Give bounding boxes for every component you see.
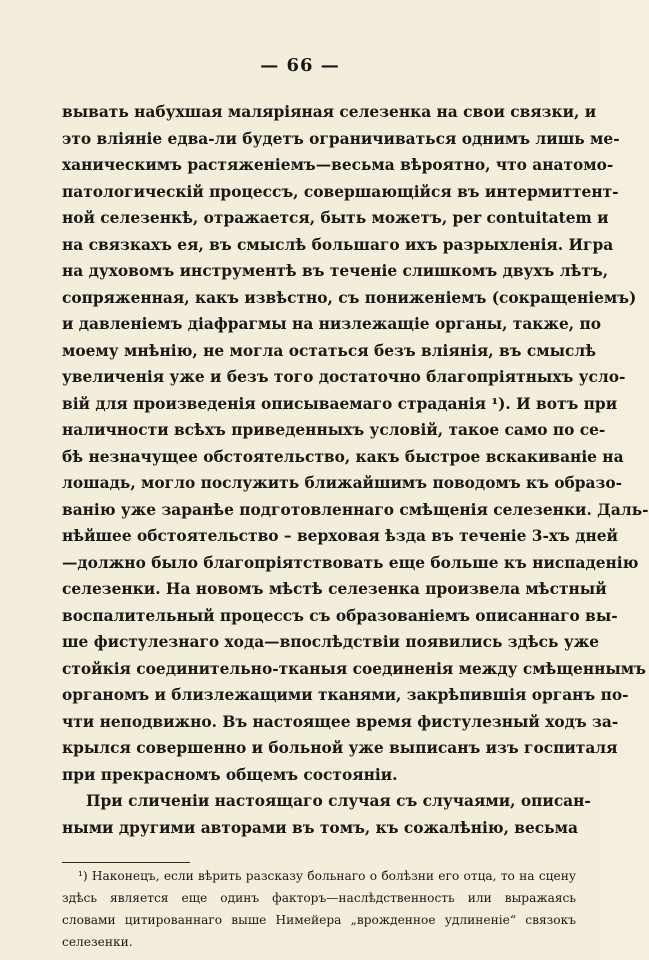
body-text [62, 99, 649, 841]
text-line: патологическій процессъ, совершающійся въ интермиттент- [62, 182, 619, 201]
footnote-line: селезенки. [62, 935, 133, 949]
text-line: вій для произведенія описываемаго страданія ¹). И вотъ при [62, 394, 618, 413]
text-line: лошадь, могло послужить ближайшимъ поводомъ къ образо- [62, 474, 623, 492]
text-line: это вліяніе едва-ли будетъ ограничиваться однимъ лишь ме- [62, 129, 620, 148]
footnote-line: ¹) Наконецъ, если вѣрить разсказу больнаго о болѣзни его отца, то на сцену [78, 869, 576, 883]
footnote-line: словами цитированнаго выше Нимейера „врожденное удлиненіе“ связокъ [62, 913, 576, 927]
text-line: наличности всѣхъ приведенныхъ условій, такое само по се- [62, 421, 606, 439]
footnote-line: здѣсь является еще одинъ факторъ—наслѣдственность или выражаясь [62, 891, 576, 905]
text-line: воспалительный процессъ съ образованіемъ описаннаго вы- [62, 606, 618, 625]
paragraph-end-line: при прекрасномъ общемъ состояніи. [62, 765, 398, 784]
text-line: крылся совершенно и больной уже выписанъ изъ госпиталя [62, 739, 618, 757]
footnote-divider [62, 862, 190, 863]
text-line: ными другими авторами въ томъ, къ сожалѣнію, весьма [62, 818, 578, 837]
text-line: увеличенія уже и безъ того достаточно благопріятныхъ усло- [62, 368, 626, 386]
page-number: — 66 — [260, 55, 340, 76]
text-line: сопряженная, какъ извѣстно, съ пониженіемъ (сокращеніемъ) [62, 288, 637, 307]
footnote [62, 865, 576, 953]
text-line: ханическимъ растяженіемъ—весьма вѣроятно, что анатомо- [62, 156, 614, 174]
text-line: моему мнѣнію, не могла остаться безъ вліянія, въ смыслѣ [62, 341, 597, 360]
text-line: ванію уже заранѣе подготовленнаго смѣщенія селезенки. Даль- [62, 500, 649, 519]
text-line: на связкахъ ея, въ смыслѣ большаго ихъ разрыхленія. Игра [62, 235, 614, 254]
text-line: ной селезенкѣ, отражается, быть можетъ, per contuitatem и [62, 209, 609, 227]
paragraph-start-line: При сличеніи настоящаго случая съ случаями, описан- [86, 792, 591, 810]
text-line: —должно было благопріятствовать еще больше къ ниспаденію [62, 553, 639, 572]
text-line: бѣ незначущее обстоятельство, какъ быстрое вскакиваніе на [62, 447, 624, 466]
text-line: органомъ и близлежащими тканями, закрѣпившія органъ по- [62, 686, 629, 704]
text-line: нѣйшее обстоятельство – верховая ѣзда въ теченіе 3-хъ дней [62, 527, 618, 545]
text-line: стойкія соединительно-тканыя соединенія между смѣщеннымъ [62, 659, 646, 678]
text-line: ше фистулезнаго хода—впослѣдствіи появились здѣсь уже [62, 633, 600, 651]
text-line: чти неподвижно. Въ настоящее время фистулезный ходъ за- [62, 712, 619, 731]
text-line: селезенки. На новомъ мѣстѣ селезенка произвела мѣстный [62, 580, 607, 598]
text-line: на духовомъ инструментѣ въ теченіе слишкомъ двухъ лѣтъ, [62, 262, 609, 280]
text-line: и давленіемъ діафрагмы на низлежащіе органы, также, по [62, 315, 602, 333]
text-line: вывать набухшая маляріяная селезенка на свои связки, и [62, 103, 597, 121]
